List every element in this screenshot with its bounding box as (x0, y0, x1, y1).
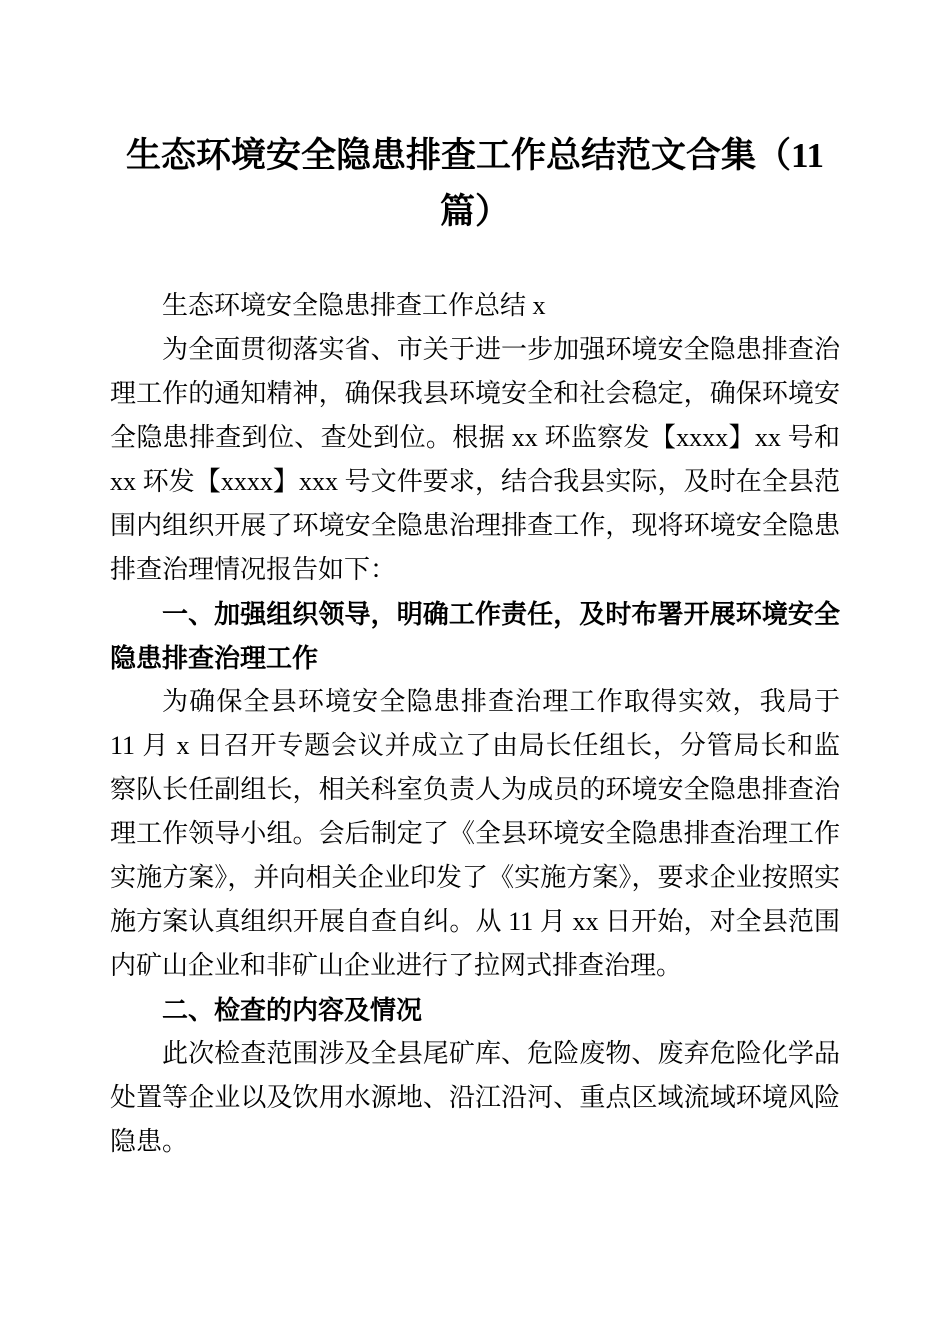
paragraph-intro: 为全面贯彻落实省、市关于进一步加强环境安全隐患排查治理工作的通知精神，确保我县环境安全和社会稳定，确保环境安全隐患排查到位、查处到位。根据 xx 环监察发【xxxx】xx 号和 xx 环发【xxxx】xxx 号文件要求，结合我县实际，及时在全县范围内组织开展了环境安全隐患治理排查工作，现将环境安全隐患排查治理情况报告如下： (110, 335, 840, 584)
document-title: 生态环境安全隐患排查工作总结范文合集（11 篇） (125, 136, 825, 231)
paragraph-section-2-body: 此次检查范围涉及全县尾矿库、危险废物、废弃危险化学品处置等企业以及饮用水源地、沿江沿河、重点区域流域环境风险隐患。 (110, 1039, 840, 1156)
paragraph-section-1-body: 为确保全县环境安全隐患排查治理工作取得实效，我局于 11 月 x 日召开专题会议并成立了由局长任组长，分管局长和监察队长任副组长，相关科室负责人为成员的环境安全隐患排查治理工作领导小组。会后制定了《全县环境安全隐患排查治理工作实施方案》，并向相关企业印发了《实施方案》，要求企业按照实施方案认真组织开展自查自纠。从 11 月 xx 日开始，对全县范围内矿山企业和非矿山企业进行了拉网式排查治理。 (110, 687, 840, 980)
paragraph-subtitle: 生态环境安全隐患排查工作总结 x (162, 291, 546, 320)
section-heading-2: 二、检查的内容及情况 (162, 995, 423, 1025)
section-heading-1: 一、加强组织领导，明确工作责任，及时布署开展环境安全隐患排查治理工作 (110, 599, 840, 673)
